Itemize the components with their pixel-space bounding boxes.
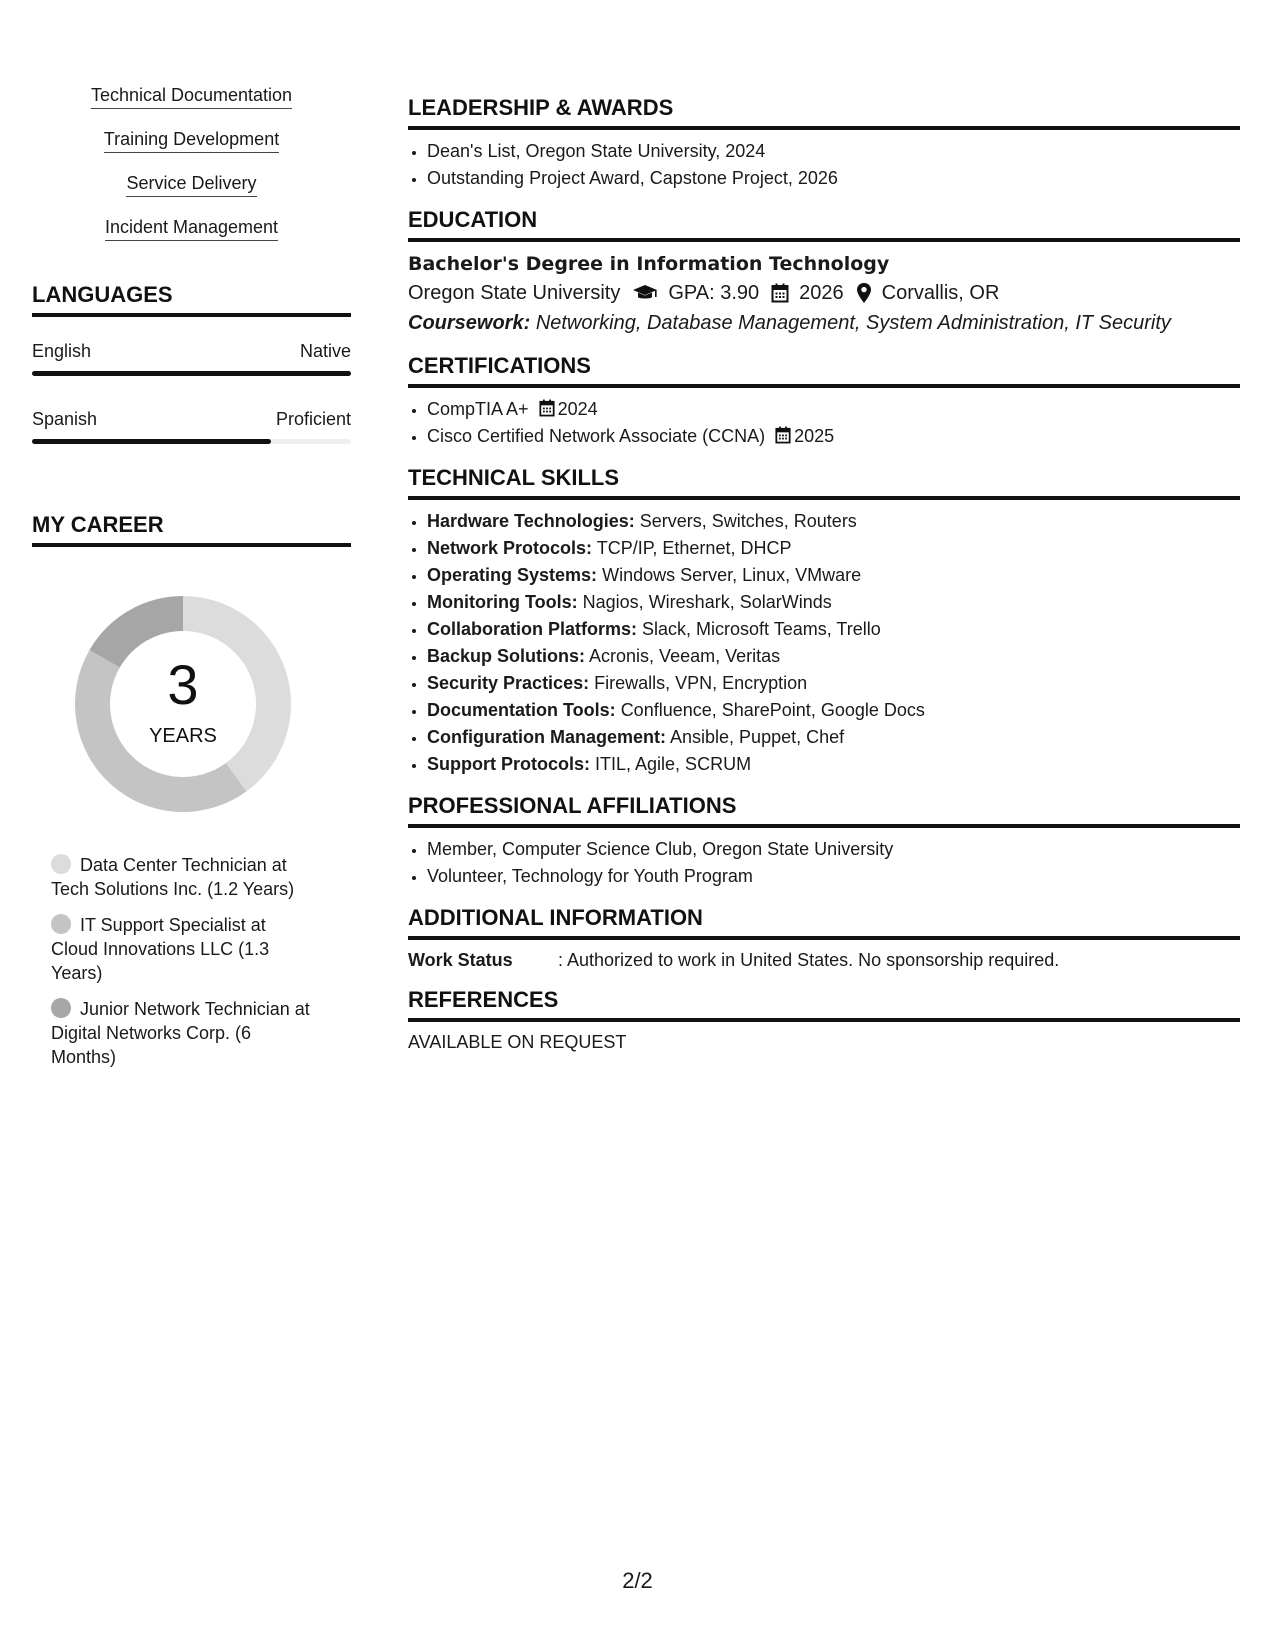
languages-title: LANGUAGES	[32, 281, 351, 317]
right-column	[408, 94, 1240, 1067]
list-item	[427, 643, 1240, 670]
affiliations-title: PROFESSIONAL AFFILIATIONS	[408, 792, 1240, 828]
languages-section	[32, 281, 351, 453]
skill-label: Collaboration Platforms:	[427, 619, 638, 639]
career-legend	[51, 853, 313, 1069]
career-section	[32, 511, 351, 1069]
education-section	[408, 206, 1240, 338]
skill-value: ITIL, Agile, SCRUM	[595, 754, 752, 774]
location: Corvallis, OR	[881, 282, 1000, 304]
references-title: REFERENCES	[408, 986, 1240, 1022]
education-title: EDUCATION	[408, 206, 1240, 242]
affiliations-list	[408, 836, 1240, 890]
skill-tag: Service Delivery	[126, 172, 256, 197]
skill-value: Acronis, Veeam, Veritas	[589, 646, 781, 666]
skill-value: TCP/IP, Ethernet, DHCP	[596, 538, 792, 558]
list-item: • Volunteer, Technology for Youth Program	[427, 863, 1240, 890]
affiliations-section	[408, 792, 1240, 890]
coursework-label: Coursework:	[408, 312, 531, 334]
skill-tag: Training Development	[104, 128, 279, 153]
skill-value: Slack, Microsoft Teams, Trello	[642, 619, 881, 639]
list-item	[427, 535, 1240, 562]
certification-year: 2024	[557, 399, 598, 419]
list-item	[427, 616, 1240, 643]
language-bar-fill	[32, 371, 351, 376]
language-name: English	[32, 341, 92, 361]
work-status-label: Work Status	[408, 950, 513, 970]
skill-label: Hardware Technologies:	[427, 511, 635, 531]
legend-dot-icon	[51, 914, 71, 934]
calendar-icon	[771, 283, 789, 303]
skill-tags	[32, 84, 351, 260]
language-level: Proficient	[275, 409, 351, 429]
career-total-number: 3	[167, 653, 199, 716]
school-name: Oregon State University	[408, 282, 621, 304]
language-bar	[32, 371, 351, 376]
career-donut-chart	[66, 587, 300, 821]
certifications-list	[408, 396, 1240, 450]
certifications-section	[408, 352, 1240, 450]
language-row	[32, 317, 351, 385]
career-legend-item	[51, 997, 313, 1069]
legend-dot-icon	[51, 854, 71, 874]
legend-label: Junior Network Technician at Digital Networks Corp. (6 Months)	[51, 999, 310, 1067]
list-item	[427, 751, 1240, 778]
skill-tag: Technical Documentation	[91, 84, 292, 109]
technical-skills-list	[408, 508, 1240, 778]
calendar-icon	[775, 426, 791, 444]
list-item: • Outstanding Project Award, Capstone Project, 2026	[427, 165, 1240, 192]
language-name: Spanish	[32, 409, 98, 429]
list-item	[427, 724, 1240, 751]
graduation-year: 2026	[799, 282, 844, 304]
page-number: 2/2	[622, 1568, 653, 1593]
skill-label: Documentation Tools:	[427, 700, 616, 720]
list-item	[427, 670, 1240, 697]
education-meta	[408, 278, 1240, 308]
additional-info-title: ADDITIONAL INFORMATION	[408, 904, 1240, 940]
list-item	[427, 396, 1240, 423]
graduation-cap-icon	[632, 284, 658, 302]
skill-value: Nagios, Wireshark, SolarWinds	[582, 592, 832, 612]
career-title: MY CAREER	[32, 511, 351, 547]
list-item: • Member, Computer Science Club, Oregon State University	[427, 836, 1240, 863]
references-text: AVAILABLE ON REQUEST	[408, 1032, 627, 1052]
calendar-icon	[539, 399, 555, 417]
skill-label: Security Practices:	[427, 673, 590, 693]
certifications-title: CERTIFICATIONS	[408, 352, 1240, 388]
legend-dot-icon	[51, 998, 71, 1018]
language-bar	[32, 439, 351, 444]
references-section	[408, 986, 1240, 1053]
gpa: GPA: 3.90	[668, 282, 760, 304]
skill-value: Servers, Switches, Routers	[639, 511, 857, 531]
technical-skills-section	[408, 464, 1240, 778]
career-total-unit: YEARS	[149, 725, 217, 747]
skill-label: Backup Solutions:	[427, 646, 586, 666]
skill-label: Operating Systems:	[427, 565, 598, 585]
skill-label: Support Protocols:	[427, 754, 590, 774]
coursework	[408, 308, 1240, 338]
skill-tag: Incident Management	[105, 216, 278, 241]
skill-value: Confluence, SharePoint, Google Docs	[620, 700, 925, 720]
language-row	[32, 385, 351, 453]
legend-label: IT Support Specialist at Cloud Innovations LLC (1.3 Years)	[51, 915, 270, 983]
work-status-value: : Authorized to work in United States. No sponsorship required.	[558, 950, 1060, 970]
skill-label: Monitoring Tools:	[427, 592, 578, 612]
certification-name: CompTIA A+	[427, 399, 529, 419]
leadership-section	[408, 94, 1240, 192]
technical-skills-title: TECHNICAL SKILLS	[408, 464, 1240, 500]
list-item	[427, 589, 1240, 616]
leadership-title: LEADERSHIP & AWARDS	[408, 94, 1240, 130]
degree-title: Bachelor's Degree in Information Technology	[408, 253, 890, 275]
skill-value: Firewalls, VPN, Encryption	[594, 673, 808, 693]
list-item	[427, 697, 1240, 724]
list-item	[427, 562, 1240, 589]
coursework-value: Networking, Database Management, System Administration, IT Security	[535, 312, 1171, 334]
work-status-row	[408, 948, 1240, 972]
skill-label: Configuration Management:	[427, 727, 666, 747]
career-legend-item	[51, 913, 313, 985]
list-item	[427, 508, 1240, 535]
language-level: Native	[299, 341, 351, 361]
skill-value: Ansible, Puppet, Chef	[670, 727, 845, 747]
leadership-list	[408, 138, 1240, 192]
left-column	[32, 84, 351, 1081]
skill-label: Network Protocols:	[427, 538, 593, 558]
career-legend-item	[51, 853, 313, 901]
certification-name: Cisco Certified Network Associate (CCNA)	[427, 426, 766, 446]
certification-year: 2025	[794, 426, 835, 446]
map-pin-icon	[856, 282, 872, 304]
additional-info-section	[408, 904, 1240, 972]
legend-label: Data Center Technician at Tech Solutions Inc. (1.2 Years)	[51, 855, 295, 899]
language-bar-fill	[32, 439, 271, 444]
list-item: • Dean's List, Oregon State University, 2024	[427, 138, 1240, 165]
skill-value: Windows Server, Linux, VMware	[602, 565, 862, 585]
list-item	[427, 423, 1240, 450]
